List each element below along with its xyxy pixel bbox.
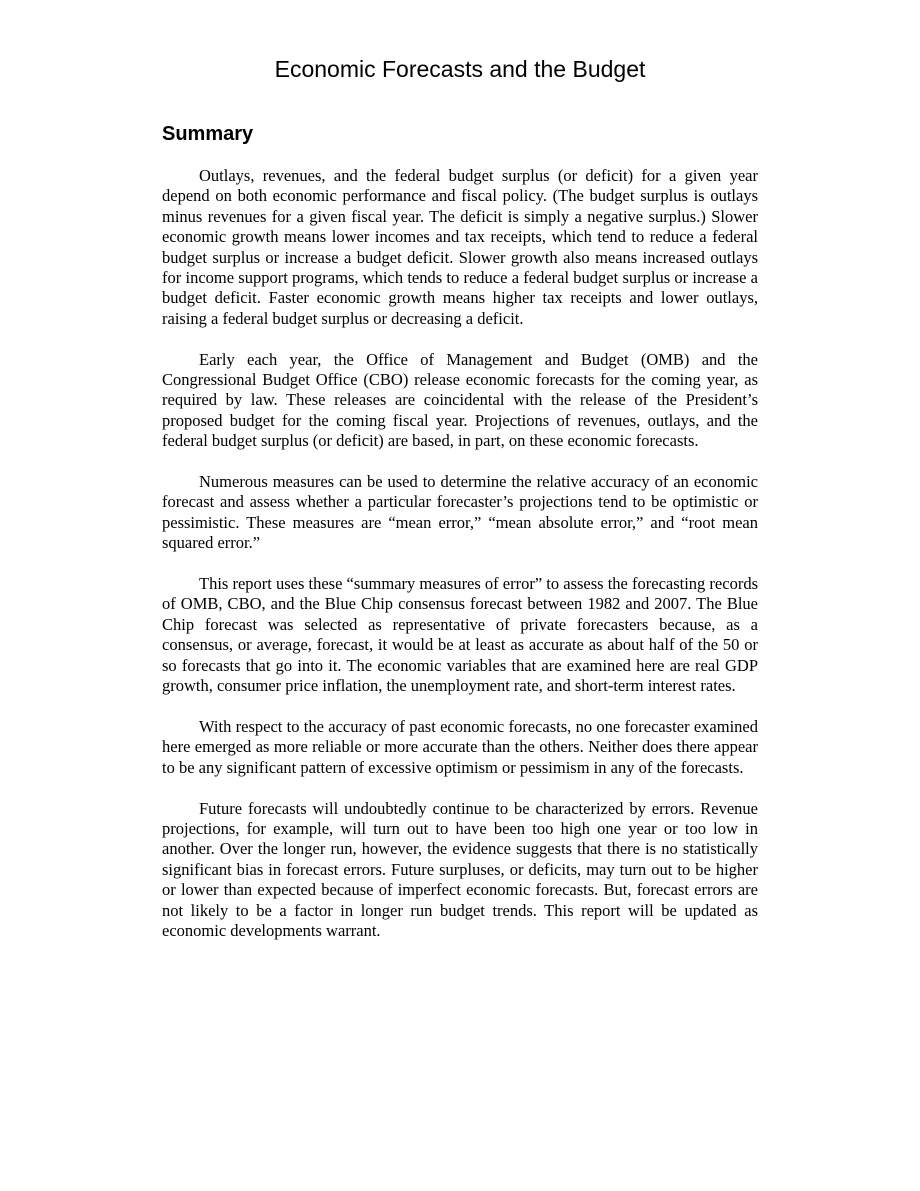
paragraph-budget-economics: Outlays, revenues, and the federal budget surplus (or deficit) for a given year depend on both economic performance and fiscal policy. (The budget surplus is outlays minus revenues for a given fiscal year. The deficit is simply a negative surplus.) Slower economic growth means lower incomes and tax receipts, which tend to reduce a federal budget surplus or increase a budget deficit. Slower growth also means increased outlays for income support programs, which tends to reduce a federal budget surplus or increase a budget deficit. Faster economic growth means higher tax receipts and lower outlays, raising a federal budget surplus or decreasing a deficit. xyxy=(162,166,758,328)
paragraph-omb-cbo-forecasts: Early each year, the Office of Management and Budget (OMB) and the Congressional Budget Office (CBO) release economic forecasts for the coming year, as required by law. These releases are coincidental with the release of the President’s proposed budget for the coming fiscal year. Projections of revenues, outlays, and the federal budget surplus (or deficit) are based, in part, on these economic forecasts. xyxy=(162,349,758,451)
paragraph-report-scope: This report uses these “summary measures of error” to assess the forecasting records of OMB, CBO, and the Blue Chip consensus forecast between 1982 and 2007. The Blue Chip forecast was selected as representative of private forecasters because, as a consensus, or average, forecast, it would be at least as accurate as about half of the 50 or so forecasts that go into it. The economic variables that are examined here are real GDP growth, consumer price inflation, the unemployment rate, and short-term interest rates. xyxy=(162,574,758,696)
paragraph-findings: With respect to the accuracy of past economic forecasts, no one forecaster examined here emerged as more reliable or more accurate than the others. Neither does there appear to be any significant pattern of excessive optimism or pessimism in any of the forecasts. xyxy=(162,716,758,777)
section-heading-summary: Summary xyxy=(162,123,254,145)
summary-body xyxy=(162,166,758,962)
paragraph-accuracy-measures: Numerous measures can be used to determine the relative accuracy of an economic forecast and assess whether a particular forecaster’s projections tend to be optimistic or pessimistic. These measures are “mean error,” “mean absolute error,” and “root mean squared error.” xyxy=(162,472,758,553)
document-title: Economic Forecasts and the Budget xyxy=(274,56,646,82)
paragraph-future-forecasts: Future forecasts will undoubtedly continue to be characterized by errors. Revenue projections, for example, will turn out to have been too high one year or too low in another. Over the longer run, however, the evidence suggests that there is no statistically significant bias in forecast errors. Future surpluses, or deficits, may turn out to be higher or lower than expected because of imperfect economic forecasts. But, forecast errors are not likely to be a factor in longer run budget trends. This report will be updated as economic developments warrant. xyxy=(162,798,758,940)
